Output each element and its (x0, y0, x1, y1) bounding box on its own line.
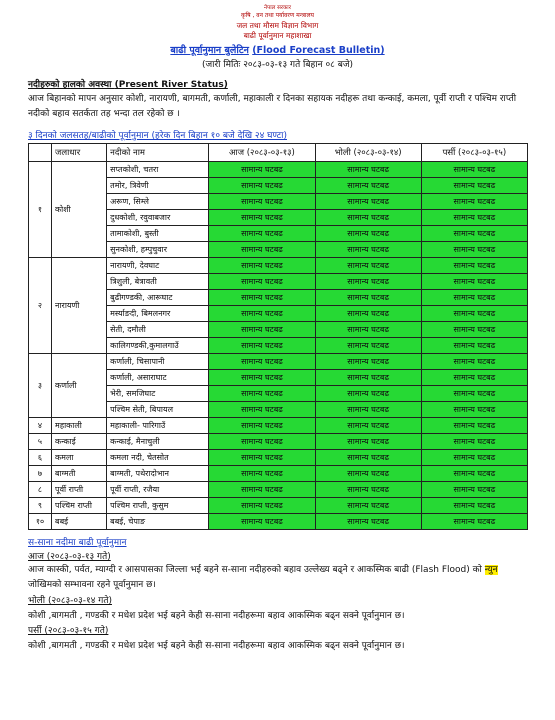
status-today: सामान्य घटबढ (209, 258, 315, 274)
status-today: सामान्य घटबढ (209, 370, 315, 386)
river-station: कर्णाली, चिसापानी (107, 354, 209, 370)
dayafter-label: पर्सी (२०८३-०३-१५ गते) (28, 626, 109, 636)
river-station: पश्चिम सेती, बिपायल (107, 402, 209, 418)
status-dayafter: सामान्य घटबढ (421, 386, 527, 402)
status-dayafter: सामान्य घटबढ (421, 306, 527, 322)
table-row (29, 162, 528, 178)
river-station: मर्स्याङदी, बिमलनगर (107, 306, 209, 322)
status-dayafter: सामान्य घटबढ (421, 434, 527, 450)
status-today: सामान्य घटबढ (209, 290, 315, 306)
river-station: त्रिशुली, बेत्रावती (107, 274, 209, 290)
table-row (29, 450, 528, 466)
government-label: नेपाल सरकार (264, 5, 291, 11)
status-tomorrow: सामान्य घटबढ (315, 194, 421, 210)
status-dayafter: सामान्य घटबढ (421, 194, 527, 210)
status-tomorrow: सामान्य घटबढ (315, 418, 421, 434)
department-label: जल तथा मौसम विज्ञान विभाग (236, 21, 319, 30)
river-station: तमोर, त्रिवेणी (107, 178, 209, 194)
status-today: सामान्य घटबढ (209, 274, 315, 290)
today-text-a: आज कास्की, पर्वत, म्याग्दी र आसपासका जिल्ला भई बहने स-साना नदीहरुको बहाव उल्लेख्य बढ्ने र आकस्मिक बाढी (Flash Flood) को (28, 565, 482, 575)
status-tomorrow: सामान्य घटबढ (315, 466, 421, 482)
status-today: सामान्य घटबढ (209, 242, 315, 258)
table-row (29, 354, 528, 370)
status-dayafter: सामान्य घटबढ (421, 162, 527, 178)
status-tomorrow: सामान्य घटबढ (315, 514, 421, 530)
basin-number: ५ (29, 434, 52, 450)
river-station: दुधकोशी, रवुवाबजार (107, 210, 209, 226)
status-dayafter: सामान्य घटबढ (421, 242, 527, 258)
status-tomorrow: सामान्य घटबढ (315, 162, 421, 178)
present-status-heading (28, 77, 228, 90)
basin-number: ८ (29, 482, 52, 498)
bulletin-title-np: बाढी पूर्वानुमान बुलेटिन (170, 45, 249, 56)
status-dayafter: सामान्य घटबढ (421, 322, 527, 338)
status-today: सामान्य घटबढ (209, 482, 315, 498)
present-heading-en: (Present River Status) (114, 80, 228, 90)
basin-number: १० (29, 514, 52, 530)
basin-number: १ (29, 162, 52, 258)
status-tomorrow: सामान्य घटबढ (315, 450, 421, 466)
status-dayafter: सामान्य घटबढ (421, 370, 527, 386)
issued-date: (जारी मितिः २०८३-०३-१३ गते बिहान ०८ बजे) (201, 60, 354, 70)
table-row (29, 482, 528, 498)
basin-name: कन्काई (52, 434, 107, 450)
col-tomorrow: भोली (२०८३-०३-१४) (315, 144, 421, 162)
river-station: भेरी, समजिघाट (107, 386, 209, 402)
status-today: सामान्य घटबढ (209, 498, 315, 514)
river-station: कमला नदी, चेतसोत (107, 450, 209, 466)
status-tomorrow: सामान्य घटबढ (315, 386, 421, 402)
river-station: पश्चिम राप्ती, कुसुम (107, 498, 209, 514)
status-dayafter: सामान्य घटबढ (421, 178, 527, 194)
ministry-label: कृषि , वन तथा पर्यावरण मन्त्रालय (240, 12, 315, 19)
status-tomorrow: सामान्य घटबढ (315, 290, 421, 306)
table-row (29, 418, 528, 434)
river-station: बाग्मती, पथेरादोभान (107, 466, 209, 482)
basin-name: कमला (52, 450, 107, 466)
basin-number: ९ (29, 498, 52, 514)
basin-number: ४ (29, 418, 52, 434)
small-rivers-heading: स-साना नदीमा बाढी पूर्वानुमान (28, 538, 127, 548)
status-dayafter: सामान्य घटबढ (421, 354, 527, 370)
status-today: सामान्य घटबढ (209, 450, 315, 466)
col-basin: जलाधार (52, 144, 107, 162)
status-dayafter: सामान्य घटबढ (421, 274, 527, 290)
status-today: सामान्य घटबढ (209, 178, 315, 194)
present-status-text: आज बिहानको मापन अनुसार कोशी, नारायणी, बागमती, कर्णाली, महाकाली र दिनका सहायक नदीहरू तथा कन्काई, कमला, पूर्वी राप्ती र पश्चिम राप्ती नदीको बहाव सतर्कता तह भन्दा तल रहेको छ । (28, 94, 517, 119)
status-today: सामान्य घटबढ (209, 402, 315, 418)
today-text (28, 563, 528, 593)
today-label: आज (२०८३-०३-१३ गते) (28, 552, 111, 562)
col-dayafter: पर्सी (२०८३-०३-१५) (421, 144, 527, 162)
forecast-table (28, 143, 528, 530)
table-row (29, 258, 528, 274)
status-today: सामान्य घटबढ (209, 322, 315, 338)
basin-number: ७ (29, 466, 52, 482)
status-dayafter: सामान्य घटबढ (421, 498, 527, 514)
river-station: महाकाली- पारिगाउँ (107, 418, 209, 434)
status-dayafter: सामान्य घटबढ (421, 226, 527, 242)
status-tomorrow: सामान्य घटबढ (315, 322, 421, 338)
status-dayafter: सामान्य घटबढ (421, 258, 527, 274)
status-today: सामान्य घटबढ (209, 306, 315, 322)
col-today: आज (२०८३-०३-१३) (209, 144, 315, 162)
col-river: नदीको नाम (107, 144, 209, 162)
status-tomorrow: सामान्य घटबढ (315, 434, 421, 450)
river-station: नारायणी, देवघाट (107, 258, 209, 274)
status-tomorrow: सामान्य घटबढ (315, 178, 421, 194)
river-station: बबई, चेपाङ (107, 514, 209, 530)
status-today: सामान्य घटबढ (209, 418, 315, 434)
river-station: सप्तकोशी, चतरा (107, 162, 209, 178)
status-dayafter: सामान्य घटबढ (421, 418, 527, 434)
basin-number: ३ (29, 354, 52, 418)
river-station: तामाकोशी, बुस्ती (107, 226, 209, 242)
river-station: पूर्वी राप्ती, रजैया (107, 482, 209, 498)
status-tomorrow: सामान्य घटबढ (315, 210, 421, 226)
status-today: सामान्य घटबढ (209, 514, 315, 530)
basin-name: नारायणी (52, 258, 107, 354)
col-sn (29, 144, 52, 162)
status-tomorrow: सामान्य घटबढ (315, 370, 421, 386)
river-station: कालिगण्डकी,कुमालगाउँ (107, 338, 209, 354)
river-station: बुढीगण्डकी, आरूघाट (107, 290, 209, 306)
table-header-row (29, 144, 528, 162)
status-tomorrow: सामान्य घटबढ (315, 498, 421, 514)
status-dayafter: सामान्य घटबढ (421, 482, 527, 498)
status-tomorrow: सामान्य घटबढ (315, 354, 421, 370)
status-tomorrow: सामान्य घटबढ (315, 226, 421, 242)
table-row (29, 498, 528, 514)
basin-name: बाग्मती (52, 466, 107, 482)
status-tomorrow: सामान्य घटबढ (315, 306, 421, 322)
status-today: सामान्य घटबढ (209, 354, 315, 370)
status-today: सामान्य घटबढ (209, 210, 315, 226)
table-row (29, 434, 528, 450)
river-station: सुनकोशी, हम्पुचुवार (107, 242, 209, 258)
tomorrow-label: भोली (२०८३-०३-१४ गते) (28, 596, 112, 606)
dayafter-text: कोशी ,बागमती , गण्डकी र मधेश प्रदेश भई बहने केही स-साना नदीहरूमा बहाव आकस्मिक बढ्न सक्ने पूर्वानुमान छ। (28, 641, 405, 651)
forecast-heading: ३ दिनको जलसतह/बाढीको पूर्वानुमान (हरेक दिन बिहान १० बजे देखि २४ घण्टा) (28, 131, 288, 141)
status-tomorrow: सामान्य घटबढ (315, 338, 421, 354)
basin-name: कर्णाली (52, 354, 107, 418)
table-row (29, 466, 528, 482)
status-tomorrow: सामान्य घटबढ (315, 482, 421, 498)
status-tomorrow: सामान्य घटबढ (315, 274, 421, 290)
status-dayafter: सामान्य घटबढ (421, 402, 527, 418)
basin-number: २ (29, 258, 52, 354)
status-dayafter: सामान्य घटबढ (421, 290, 527, 306)
basin-name: पूर्वी राप्ती (52, 482, 107, 498)
status-tomorrow: सामान्य घटबढ (315, 258, 421, 274)
basin-name: पश्चिम राप्ती (52, 498, 107, 514)
status-today: सामान्य घटबढ (209, 226, 315, 242)
status-dayafter: सामान्य घटबढ (421, 514, 527, 530)
status-today: सामान्य घटबढ (209, 338, 315, 354)
risk-level-highlight: न्युन (484, 565, 498, 575)
river-station: कन्काई, मैनाचुली (107, 434, 209, 450)
tomorrow-text: कोशी ,बागमती , गण्डकी र मधेश प्रदेश भई बहने केही स-साना नदीहरूमा बहाव आकस्मिक बढ्न सक्ने पूर्वानुमान छ। (28, 611, 405, 621)
bulletin-title (0, 43, 555, 56)
status-today: सामान्य घटबढ (209, 434, 315, 450)
river-station: अरूण, सिम्ले (107, 194, 209, 210)
today-text-b: जोखिमको सम्भावना रहने पूर्वानुमान छ। (28, 580, 156, 590)
bulletin-title-en: (Flood Forecast Bulletin) (252, 45, 385, 56)
status-tomorrow: सामान्य घटबढ (315, 242, 421, 258)
river-station: कर्णाली, असाराघाट (107, 370, 209, 386)
basin-name: कोशी (52, 162, 107, 258)
status-tomorrow: सामान्य घटबढ (315, 402, 421, 418)
status-dayafter: सामान्य घटबढ (421, 338, 527, 354)
status-dayafter: सामान्य घटबढ (421, 450, 527, 466)
basin-number: ६ (29, 450, 52, 466)
status-today: सामान्य घटबढ (209, 194, 315, 210)
river-station: सेती, दमौली (107, 322, 209, 338)
table-row (29, 514, 528, 530)
basin-name: महाकाली (52, 418, 107, 434)
status-today: सामान्य घटबढ (209, 162, 315, 178)
present-heading-np: नदीहरुको हालको अवस्था (28, 80, 112, 90)
basin-name: बबई (52, 514, 107, 530)
status-dayafter: सामान्य घटबढ (421, 466, 527, 482)
section-label: बाढी पूर्वानुमान महाशाखा (243, 31, 312, 40)
status-today: सामान्य घटबढ (209, 466, 315, 482)
status-today: सामान्य घटबढ (209, 386, 315, 402)
status-dayafter: सामान्य घटबढ (421, 210, 527, 226)
table-body (29, 162, 528, 530)
